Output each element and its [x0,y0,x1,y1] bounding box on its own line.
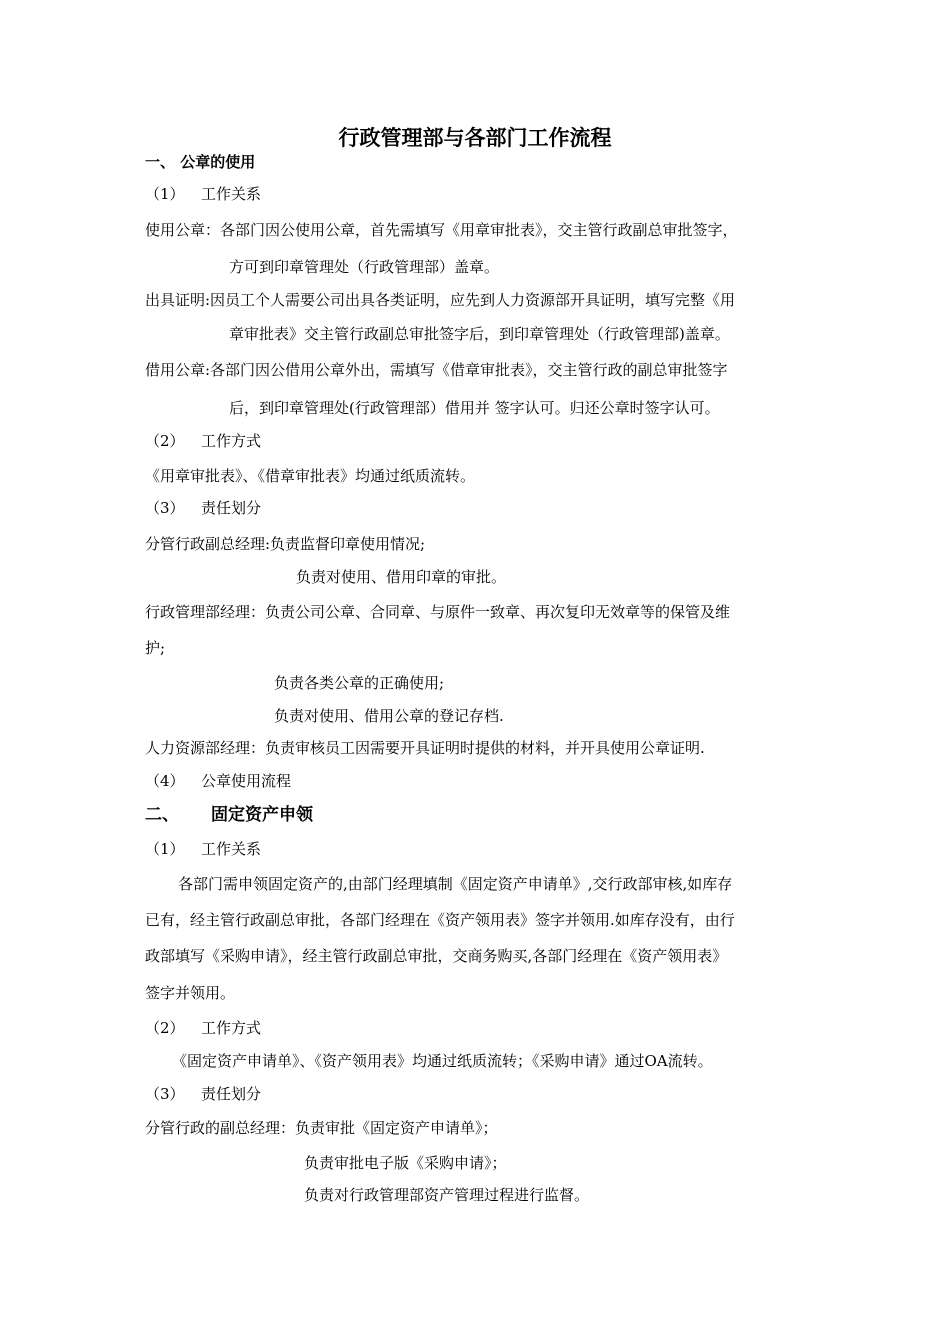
paragraph-borrow-line-1: 借用公章:各部门因公借用公章外出，需填写《借章审批表》，交主管行政的副总审批签字 [145,361,728,379]
paragraph-asset-method: 《固定资产申请单》、《资产领用表》均通过纸质流转；《采购申请》通过OA流转。 [172,1052,713,1070]
paragraph-asset-vp-line-1: 分管行政的副总经理：负责审批《固定资产申请单》； [145,1119,498,1137]
paragraph-admin-line-3: 负责各类公章的正确使用; [274,674,445,692]
sub-number: （2） [145,432,185,450]
section-2-sub-1 [145,839,261,859]
document-title: 行政管理部与各部门工作流程 [338,126,612,150]
sub-number: （1） [145,840,185,858]
section-2-sub-3 [145,1084,261,1104]
paragraph-admin-line-2: 护; [145,639,166,657]
paragraph-hr: 人力资源部经理：负责审核员工因需要开具证明时提供的材料，并开具使用公章证明. [145,739,705,757]
sub-label: 工作关系 [201,185,262,203]
paragraph-admin-line-1: 行政管理部经理：负责公司公章、合同章、与原件一致章、再次复印无效章等的保管及维 [145,603,731,621]
sub-number: （2） [145,1019,185,1037]
sub-number: （1） [145,185,185,203]
sub-label: 工作关系 [201,840,262,858]
section-2-sub-2 [145,1018,261,1038]
paragraph-certificate-line-1: 出具证明:因员工个人需要公司出具各类证明，应先到人力资源部开具证明，填写完整《用 [145,291,736,309]
paragraph-asset-vp-line-3: 负责对行政管理部资产管理过程进行监督。 [304,1186,590,1204]
sub-label: 工作方式 [201,432,262,450]
section-1-heading: 一、 公章的使用 [145,153,256,171]
sub-number: （4） [145,772,185,790]
sub-number: （3） [145,499,185,517]
section-label: 固定资产申领 [211,805,313,825]
paragraph-use-seal-line-2: 方可到印章管理处（行政管理部）盖章。 [229,258,500,276]
sub-label: 责任划分 [201,499,262,517]
paragraph-borrow-line-2: 后，到印章管理处(行政管理部）借用并 签字认可。归还公章时签字认可。 [229,399,720,417]
paragraph-vp-line-1: 分管行政副总经理:负责监督印章使用情况; [145,535,426,553]
paragraph-asset-vp-line-2: 负责审批电子版《采购申请》； [304,1154,507,1172]
paragraph-asset-line-1: 各部门需申领固定资产的,由部门经理填制《固定资产申请单》,交行政部审核,如库存 [178,875,733,893]
paragraph-vp-line-2: 负责对使用、借用印章的审批。 [296,568,507,586]
section-1-sub-4 [145,771,291,791]
section-1-sub-2 [145,431,261,451]
section-number: 二、 [145,805,179,825]
section-1-sub-3 [145,498,261,518]
paragraph-asset-line-3: 政部填写《采购申请》，经主管行政副总审批，交商务购买,各部门经理在《资产领用表》 [145,947,728,965]
paragraph-use-seal-line-1: 使用公章：各部门因公使用公章，首先需填写《用章审批表》，交主管行政副总审批签字， [145,221,738,239]
sub-number: （3） [145,1085,185,1103]
paragraph-asset-line-2: 已有，经主管行政副总审批，各部门经理在《资产领用表》签字并领用.如库存没有，由行 [145,911,735,929]
paragraph-admin-line-4: 负责对使用、借用公章的登记存档. [274,707,504,725]
paragraph-asset-line-4: 签字并领用。 [145,984,236,1002]
sub-label: 公章使用流程 [201,772,292,790]
section-1-sub-1 [145,184,261,204]
paragraph-method: 《用章审批表》、《借章审批表》均通过纸质流转。 [145,467,476,485]
sub-label: 工作方式 [201,1019,262,1037]
sub-label: 责任划分 [201,1085,262,1103]
paragraph-certificate-line-2: 章审批表》交主管行政副总审批签字后，到印章管理处（行政管理部)盖章。 [229,325,730,343]
section-2-heading [145,804,313,826]
